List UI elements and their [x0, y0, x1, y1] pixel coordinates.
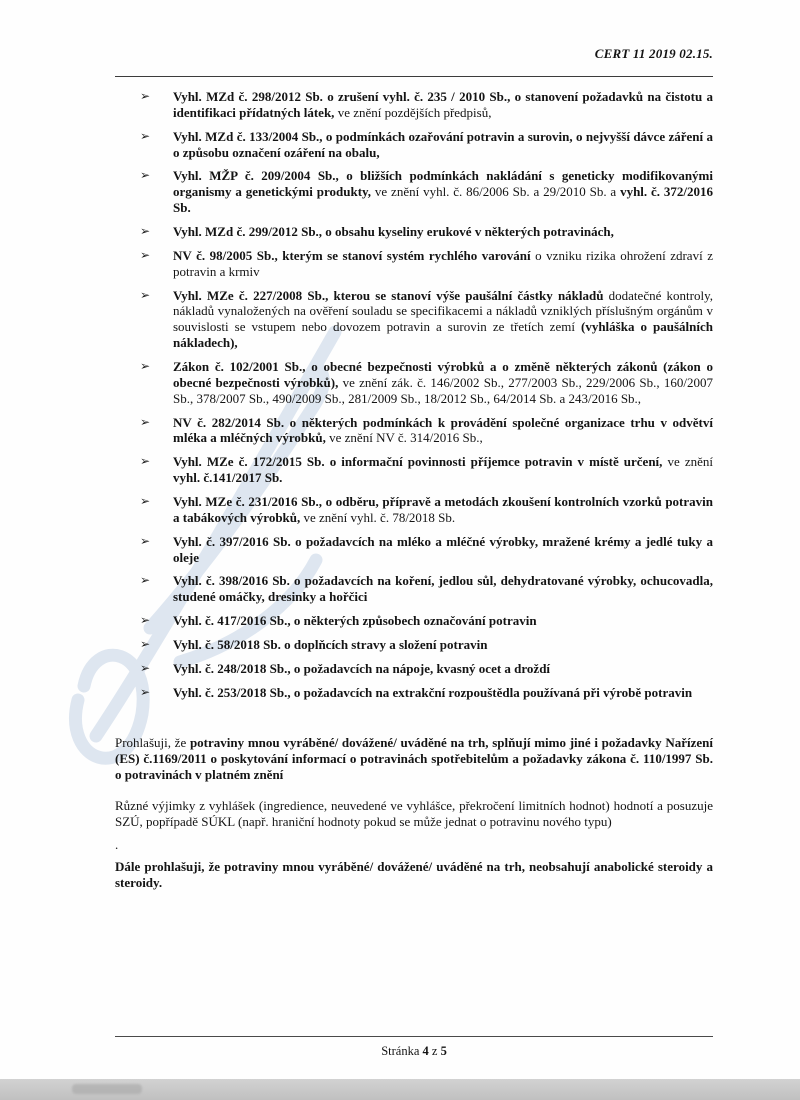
text-segment-bold: 5	[440, 1044, 447, 1058]
list-item	[115, 613, 713, 629]
list-item	[115, 359, 713, 407]
paragraph	[115, 735, 713, 784]
document-content	[115, 0, 713, 906]
declarations	[115, 735, 713, 892]
arrow-bullet-icon: ➢	[140, 533, 151, 548]
text-segment: ve znění vyhl. č. 86/2006 Sb. a 29/2010 Sb. a	[371, 184, 621, 200]
arrow-bullet-icon: ➢	[140, 414, 151, 429]
text-segment-bold: Vyhl. MZe č. 231/2016 Sb., o odběru, přípravě a metodách zkoušení kontrolních vzorků potravin a tabákových výrobků,	[173, 494, 713, 525]
page-footer	[115, 1036, 713, 1059]
text-segment-bold: vyhl. č.141/2017 Sb.	[173, 470, 283, 486]
text-segment-bold: Zákon č. 102/2001 Sb., o obecné bezpečnosti výrobků a o změně některých zákonů (zákon o obecné bezpečnosti výrobků),	[173, 359, 713, 390]
text-segment: Různé výjimky z vyhlášek (ingredience, neuvedené ve vyhlášce, překročení limitních hodnot) hodnotí a posuzuje SZÚ, popřípadě SÚKL (např. hraniční hodnoty pokud se může jednat o potravinu nového typu)	[115, 797, 713, 830]
list-item	[115, 494, 713, 526]
arrow-bullet-icon: ➢	[140, 168, 151, 183]
text-segment: ve znění vyhl. č. 78/2018 Sb.	[300, 509, 456, 525]
text-segment: ve znění NV č. 314/2016 Sb.,	[325, 430, 483, 446]
list-item-text	[173, 454, 713, 485]
list-item-text	[173, 494, 713, 525]
text-segment-bold: Vyhl. MZd č. 298/2012 Sb. o zrušení vyhl. č. 235 / 2010 Sb., o stanovení požadavků na čistotu a identifikaci přídatných látek,	[173, 89, 713, 120]
text-segment-bold: Vyhl. MZe č. 172/2015 Sb. o informační povinnosti příjemce potravin v místě určení,	[173, 454, 663, 470]
text-segment-bold: Vyhl. MZd č. 299/2012 Sb., o obsahu kyseliny erukové v některých potravinách,	[173, 224, 614, 240]
arrow-bullet-icon: ➢	[140, 89, 151, 103]
list-item	[115, 454, 713, 486]
text-segment-bold: Vyhl. č. 397/2016 Sb. o požadavcích na mléko a mléčné výrobky, mražené krémy a jedlé tuky a oleje	[173, 533, 713, 565]
text-segment-bold: NV č. 98/2005 Sb., kterým se stanoví systém rychlého varování	[173, 247, 531, 263]
text-segment: ve znění zák. č. 146/2002 Sb., 277/2003 Sb., 229/2006 Sb., 160/2007 Sb., 378/2007 Sb., 490/2009 Sb., 281/2009 Sb., 18/2012 Sb., 64/2014 Sb. a 243/2016 Sb.,	[173, 374, 713, 406]
text-segment: ve znění pozdějších předpisů,	[334, 104, 492, 120]
list-item	[115, 415, 713, 447]
list-item-text	[173, 129, 713, 160]
text-segment: Prohlašuji, že	[115, 734, 190, 750]
list-item-text	[173, 661, 550, 676]
regulation-list	[115, 89, 713, 701]
text-segment-bold: Vyhl. č. 398/2016 Sb. o požadavcích na koření, jedlou sůl, dehydratované výrobky, ochucovadla, studené omáčky, dresinky a hořčici	[173, 573, 713, 605]
list-item-text	[173, 415, 713, 446]
text-segment-bold: Vyhl. č. 253/2018 Sb., o požadavcích na extrakční rozpouštědla používaná při výrobě potravin	[173, 684, 693, 700]
list-item	[115, 637, 713, 653]
list-item-text	[173, 534, 713, 565]
text-segment-bold: 4	[422, 1044, 429, 1058]
scan-smudge	[72, 1084, 142, 1094]
text-segment-bold: NV č. 282/2014 Sb. o některých podmínkách k provádění společné organizace trhu v odvětví mléka a mléčných výrobků,	[173, 414, 713, 446]
document-code: CERT 11 2019 02.15.	[594, 46, 713, 61]
arrow-bullet-icon: ➢	[140, 454, 151, 469]
list-item	[115, 685, 713, 701]
text-segment: Stránka	[381, 1044, 423, 1058]
paragraph	[115, 837, 713, 853]
list-item-text	[173, 89, 713, 120]
list-item-text	[173, 168, 713, 215]
page-number-label	[381, 1044, 447, 1058]
text-segment-bold: Vyhl. č. 417/2016 Sb., o některých způsobech označování potravin	[173, 613, 537, 629]
arrow-bullet-icon: ➢	[140, 494, 151, 509]
text-segment-bold: Vyhl. MZd č. 133/2004 Sb., o podmínkách ozařování potravin a surovin, o nejvyšší dávce záření a o způsobu označení ozáření na obalu,	[173, 128, 713, 160]
arrow-bullet-icon: ➢	[140, 637, 151, 652]
text-segment-bold: Vyhl. č. 248/2018 Sb., o požadavcích na nápoje, kvasný ocet a droždí	[173, 660, 551, 676]
list-item-text	[173, 637, 487, 652]
text-segment-bold: (vyhláška o paušálních nákladech),	[173, 319, 713, 351]
list-item	[115, 248, 713, 280]
list-item-text	[173, 224, 614, 239]
text-segment-bold: Vyhl. č. 58/2018 Sb. o doplňcích stravy a složení potravin	[173, 637, 488, 653]
list-item-text	[173, 573, 713, 604]
list-item	[115, 129, 713, 161]
arrow-bullet-icon: ➢	[140, 573, 151, 588]
list-item-text	[173, 248, 713, 279]
header-rule	[115, 76, 713, 77]
text-segment-bold: Vyhl. MŽP č. 209/2004 Sb., o bližších podmínkách nakládání s geneticky modifikovanými organismy a genetickými produkty,	[173, 168, 713, 200]
list-item-text	[173, 613, 537, 628]
arrow-bullet-icon: ➢	[140, 128, 151, 143]
paragraph	[115, 798, 713, 831]
text-segment-bold: potraviny mnou vyráběné/ dovážené/ uváděné na trh, splňují mimo jiné i požadavky Nařízení (ES) č.1169/2011 o poskytování informací o potravinách spotřebitelům a požadavky zákona č. 110/1997 Sb. o potravinách v platném znění	[115, 734, 714, 783]
text-segment-bold: Dále prohlašuji, že potraviny mnou vyráběné/ dovážené/ uváděné na trh, neobsahují anabolické steroidy a steroidy.	[115, 858, 713, 891]
text-segment: z	[428, 1044, 441, 1058]
list-item	[115, 573, 713, 605]
paragraph	[115, 859, 713, 892]
arrow-bullet-icon: ➢	[140, 287, 151, 302]
list-item-text	[173, 359, 713, 406]
arrow-bullet-icon: ➢	[140, 359, 151, 374]
list-item	[115, 661, 713, 677]
list-item	[115, 168, 713, 216]
arrow-bullet-icon: ➢	[140, 247, 151, 262]
text-segment-bold: vyhl. č. 372/2016 Sb.	[173, 184, 714, 216]
list-item-text	[173, 288, 713, 351]
arrow-bullet-icon: ➢	[140, 613, 151, 628]
text-segment-bold: Vyhl. MZe č. 227/2008 Sb., kterou se stanoví výše paušální částky nákladů	[173, 287, 604, 303]
list-item	[115, 89, 713, 121]
text-segment: ve znění	[662, 454, 713, 470]
text-segment: dodatečné kontroly, nákladů vynaložených na ověření souladu se specifikacemi a nákladů vzniklých příslušným orgánům v souvislosti se vstupem nebo dovozem potravin a surovin ze třetích zemí	[173, 287, 714, 335]
list-item-text	[173, 685, 692, 700]
list-item	[115, 534, 713, 566]
text-segment: .	[115, 836, 119, 852]
list-item	[115, 288, 713, 351]
text-segment: o vzniku rizika ohrožení zdraví z potravin a krmiv	[173, 247, 713, 279]
arrow-bullet-icon: ➢	[140, 224, 151, 239]
arrow-bullet-icon: ➢	[140, 684, 151, 699]
list-item	[115, 224, 713, 240]
arrow-bullet-icon: ➢	[140, 660, 151, 675]
